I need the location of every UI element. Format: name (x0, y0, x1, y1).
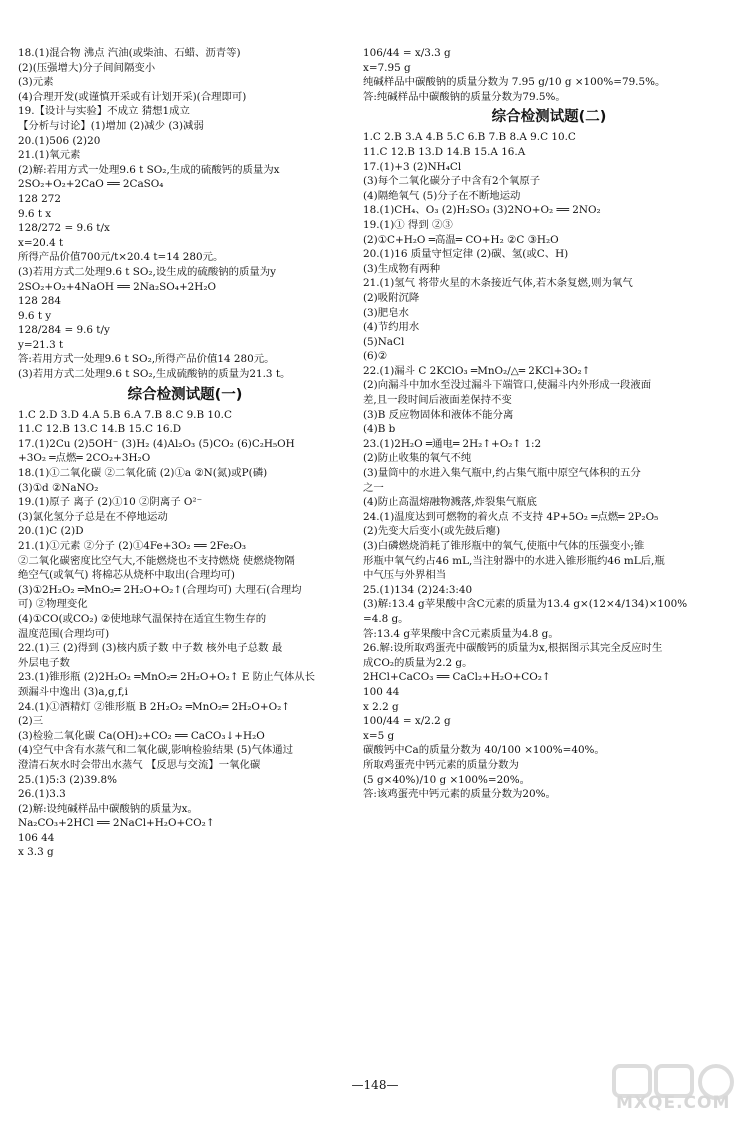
left-answer-line: 128 284 (18, 295, 61, 308)
right-answer-line: 答:纯碱样品中碳酸钠的质量分数为79.5%。 (363, 90, 566, 103)
left-answer-line: 9.6 t x (18, 207, 52, 220)
right-answer-line: (6)② (363, 350, 388, 363)
left-answer-line: 128/272 = 9.6 t/x (18, 222, 110, 235)
left-answer-line: 24.(1)①酒精灯 ②锥形瓶 B 2H₂O₂ ═MnO₂═ 2H₂O+O₂↑ (18, 700, 291, 713)
right-answer-line: (3)解:13.4 g苹果酸中含C元素的质量为13.4 g×(12×4/134)×100% (363, 598, 688, 611)
right-answer-line: (3)白磷燃烧消耗了锥形瓶中的氧气,使瓶中气体的压强变小;锥 (363, 540, 645, 552)
left-answer-line: x 3.3 g (18, 846, 54, 859)
right-answer-line: 22.(1)漏斗 C 2KClO₃ ═MnO₂/△═ 2KCl+3O₂↑ (363, 364, 591, 377)
left-answer-line: Na₂CO₃+2HCl ══ 2NaCl+H₂O+CO₂↑ (18, 817, 215, 830)
right-answer-line: 差,且一段时间后液面差保持不变 (363, 394, 512, 407)
right-answer-line: 纯碱样品中碳酸钠的质量分数为 7.95 g/10 g ×100%=79.5%。 (363, 76, 666, 89)
left-answer-line: 22.(1)三 (2)得到 (3)核内质子数 中子数 核外电子总数 最 (18, 642, 283, 655)
right-answer-line: (2)①C+H₂O ═高温═ CO+H₂ ②C ③H₂O (363, 233, 559, 246)
section-heading: 综合检测试题(一) (127, 386, 243, 403)
left-answer-line: ②二氧化碳密度比空气大,不能燃烧也不支持燃烧 使燃烧物隔 (18, 554, 295, 567)
answer-column-left (18, 46, 352, 860)
left-answer-line: (3)①d ②NaNO₂ (18, 481, 99, 494)
left-answer-line: x=20.4 t (18, 236, 64, 249)
left-answer-line: 23.(1)锥形瓶 (2)2H₂O₂ ═MnO₂═ 2H₂O+O₂↑ E 防止气体从长 (18, 671, 316, 684)
right-answer-line: (3)每个二氧化碳分子中含有2个氧原子 (363, 175, 541, 188)
left-answer-line: 18.(1)混合物 沸点 汽油(或柴油、石蜡、沥青等) (18, 47, 241, 59)
left-answer-line: 21.(1)①元素 ②分子 (2)①4Fe+3O₂ ══ 2Fe₂O₃ (18, 540, 247, 552)
right-answer-line: 之一 (363, 481, 384, 494)
left-answer-line: (2)(压强增大)分子间间隔变小 (18, 61, 156, 74)
right-answer-line: (3)肥皂水 (363, 306, 409, 319)
right-answer-line: (3)量筒中的水进入集气瓶中,约占集气瓶中原空气体积的五分 (363, 467, 641, 480)
left-answer-line: 19.(1)原子 离子 (2)①10 ②阴离子 O²⁻ (18, 496, 203, 509)
right-answer-line: 形瓶中氧气约占46 mL,当注射器中的水进入锥形瓶约46 mL后,瓶 (363, 554, 665, 567)
left-answer-line: 19.【设计与实验】不成立 猜想1成立 (18, 105, 190, 118)
left-answer-line: 9.6 t y (18, 309, 52, 322)
left-answer-line: 18.(1)①二氧化碳 ②二氧化硫 (2)①a ②N(氮)或P(磷) (18, 467, 268, 480)
right-answer-line: (3)生成物有两种 (363, 262, 441, 275)
right-answer-line: 碳酸钙中Ca的质量分数为 40/100 ×100%=40%。 (363, 744, 605, 757)
left-answer-line: 17.(1)2Cu (2)5OH⁻ (3)H₂ (4)Al₂O₃ (5)CO₂ (6)C₂H₅OH (18, 437, 295, 450)
right-answer-line: x=5 g (363, 729, 395, 742)
watermark-text: MXQE.COM (616, 1093, 731, 1113)
left-answer-line: 26.(1)3.3 (18, 788, 66, 801)
left-answer-line: 绝空气(或氧气) 将棉芯从烧杯中取出(合理均可) (18, 569, 235, 582)
right-answer-line: (2)吸附沉降 (363, 291, 420, 304)
right-answer-line: (5)NaCl (363, 335, 405, 348)
left-answer-line: (3)若用方式二处理9.6 t SO₂,生成硫酸钠的质量为21.3 t。 (18, 368, 291, 381)
right-answer-line: =4.8 g。 (363, 612, 409, 625)
page-number: —148— (351, 1078, 399, 1092)
left-answer-line: 25.(1)5:3 (2)39.8% (18, 773, 117, 786)
left-answer-line: 外层电子数 (18, 656, 70, 669)
right-answer-line: 100/44 = x/2.2 g (363, 715, 451, 728)
right-answer-line: 17.(1)+3 (2)NH₄Cl (363, 160, 462, 173)
left-answer-line: (3)①2H₂O₂ ═MnO₂═ 2H₂O+O₂↑(合理均可) 大理石(合理均 (18, 583, 302, 596)
left-answer-line: (4)①CO(或CO₂) ②使地球气温保持在适宜生物生存的 (18, 612, 267, 625)
left-answer-line: 11.C 12.B 13.C 14.B 15.C 16.D (18, 423, 182, 436)
left-answer-line: 所得产品价值700元/t×20.4 t=14 280元。 (18, 251, 224, 264)
right-answer-line: 2HCl+CaCO₃ ══ CaCl₂+H₂O+CO₂↑ (363, 671, 551, 684)
left-answer-line: (4)合理开发(或谨慎开采或有计划开采)(合理即可) (18, 90, 247, 103)
right-answer-line: 答:13.4 g苹果酸中含C元素质量为4.8 g。 (363, 627, 559, 640)
right-answer-line: 25.(1)134 (2)24:3:40 (363, 583, 473, 596)
right-answer-line: x 2.2 g (363, 700, 399, 713)
left-answer-line: +3O₂ ═点燃═ 2CO₂+3H₂O (18, 452, 151, 465)
left-answer-line: 【分析与讨论】(1)增加 (2)减少 (3)减弱 (18, 119, 204, 132)
right-answer-line: (5 g×40%)/10 g ×100%=20%。 (363, 773, 531, 786)
right-answer-line: 19.(1)① 得到 ②③ (363, 218, 453, 231)
left-answer-line: 20.(1)506 (2)20 (18, 134, 101, 147)
right-answer-line: (4)隔绝氧气 (5)分子在不断地运动 (363, 189, 521, 202)
left-answer-line: 20.(1)C (2)D (18, 525, 84, 538)
right-answer-line: 所取鸡蛋壳中钙元素的质量分数为 (363, 758, 519, 771)
right-answer-line: 26.解:设所取鸡蛋壳中碳酸钙的质量为x,根据图示其完全反应时生 (363, 642, 663, 655)
left-answer-line: 温度范围(合理均可) (18, 627, 110, 640)
left-answer-line: 128 272 (18, 192, 61, 205)
right-answer-line: 21.(1)氢气 将带火星的木条接近气体,若木条复燃,则为氧气 (363, 277, 633, 290)
right-answer-line: (2)向漏斗中加水至没过漏斗下端管口,使漏斗内外形成一段液面 (363, 379, 652, 392)
right-answer-line: (4)节约用水 (363, 321, 420, 334)
left-answer-line: 128/284 = 9.6 t/y (18, 324, 110, 337)
right-answer-line: (3)B 反应物固体和液体不能分离 (363, 408, 514, 421)
right-answer-line: 23.(1)2H₂O ═通电═ 2H₂↑+O₂↑ 1:2 (363, 437, 542, 450)
left-answer-line: 可) ②物理变化 (18, 598, 88, 611)
left-answer-line: (2)解:若用方式一处理9.6 t SO₂,生成的硫酸钙的质量为x (18, 163, 280, 176)
right-answer-line: 20.(1)16 质量守恒定律 (2)碳、氢(或C、H) (363, 248, 569, 261)
right-answer-line: (2)防止收集的氧气不纯 (363, 452, 472, 465)
left-answer-line: (4)空气中含有水蒸气和二氧化碳,影响检验结果 (5)气体通过 (18, 744, 294, 757)
section-heading: 综合检测试题(二) (491, 109, 607, 126)
left-answer-line: (2)三 (18, 715, 44, 728)
left-answer-line: 颈漏斗中逸出 (3)a,g,f,i (18, 685, 128, 698)
left-answer-line: 21.(1)氧元素 (18, 149, 81, 162)
left-answer-line: 2SO₂+O₂+2CaO ══ 2CaSO₄ (18, 178, 164, 191)
right-answer-line: 11.C 12.B 13.D 14.B 15.A 16.A (363, 145, 526, 158)
left-answer-line: (2)解:设纯碱样品中碳酸钠的质量为x。 (18, 802, 198, 815)
right-answer-line: (4)B b (363, 423, 396, 436)
left-answer-line: (3)元素 (18, 76, 54, 89)
left-answer-line: (3)若用方式二处理9.6 t SO₂,设生成的硫酸钠的质量为y (18, 265, 277, 278)
right-answer-line: 成CO₂的质量为2.2 g。 (363, 656, 473, 669)
right-answer-line: 24.(1)温度达到可燃物的着火点 不支持 4P+5O₂ ═点燃═ 2P₂O₅ (363, 510, 659, 523)
left-answer-line: 1.C 2.D 3.D 4.A 5.B 6.A 7.B 8.C 9.B 10.C (18, 408, 232, 421)
left-answer-line: 答:若用方式一处理9.6 t SO₂,所得产品价值14 280元。 (18, 353, 275, 366)
left-answer-line: 2SO₂+O₂+4NaOH ══ 2Na₂SO₄+2H₂O (18, 280, 217, 293)
right-answer-line: (4)防止高温熔融物溅落,炸裂集气瓶底 (363, 496, 537, 509)
left-answer-line: (3)检验二氧化碳 Ca(OH)₂+CO₂ ══ CaCO₃↓+H₂O (18, 729, 265, 742)
left-answer-line: 澄清石灰水时会带出水蒸气 【反思与交流】一氧化碳 (18, 758, 261, 771)
right-answer-line: 100 44 (363, 685, 400, 698)
left-answer-line: 106 44 (18, 831, 55, 844)
left-answer-line: (3)氯化氢分子总是在不停地运动 (18, 510, 168, 523)
right-answer-line: (2)先变大后变小(或先鼓后瘪) (363, 525, 501, 538)
left-answer-line: y=21.3 t (18, 338, 64, 351)
right-answer-line: 答:该鸡蛋壳中钙元素的质量分数为20%。 (363, 788, 556, 801)
answer-column-right (363, 46, 735, 802)
right-answer-line: 中气压与外界相当 (363, 569, 447, 582)
right-answer-line: 106/44 = x/3.3 g (363, 47, 451, 59)
right-answer-line: x=7.95 g (363, 61, 411, 74)
right-answer-line: 18.(1)CH₄、O₃ (2)H₂SO₃ (3)2NO+O₂ ══ 2NO₂ (363, 204, 601, 217)
right-answer-line: 1.C 2.B 3.A 4.B 5.C 6.B 7.B 8.A 9.C 10.C (363, 131, 576, 144)
